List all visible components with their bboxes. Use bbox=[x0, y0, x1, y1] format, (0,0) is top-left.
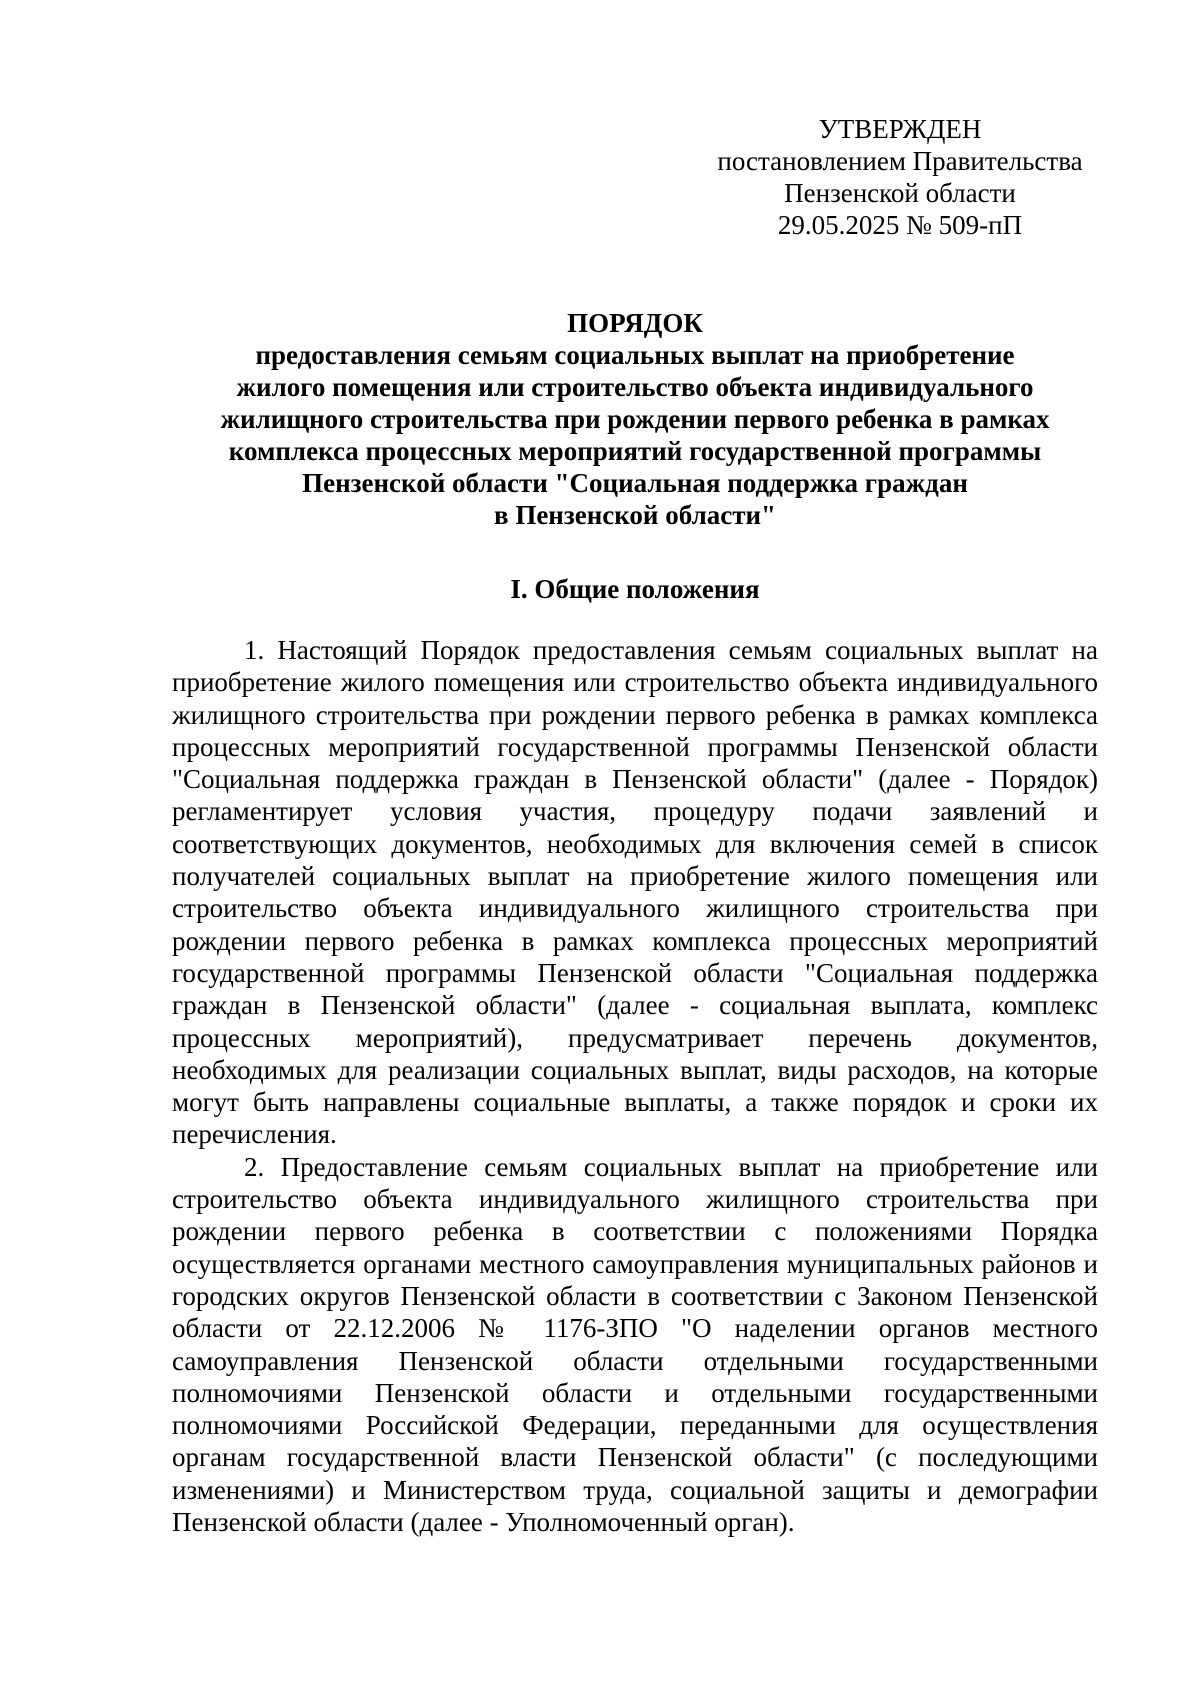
document-title bbox=[172, 307, 1098, 531]
title-line: в Пензенской области" bbox=[493, 500, 777, 530]
title-line: предоставления семьям социальных выплат на приобретение bbox=[255, 340, 1015, 370]
document-body bbox=[172, 634, 1098, 1538]
paragraph-2: 2. Предоставление семьям социальных выплат на приобретение или строительство объекта индивидуального жилищного строительства при рождении первого ребенка в соответствии с положениями Порядка осуществляется органами местного самоуправления муниципальных районов и городских округов Пензенской области в соответствии с Законом Пензенской области от 22.12.2006 № 1176-ЗПО "О наделении органов местного самоуправления Пензенской области отдельными государственными полномочиями Пензенской области и отдельными государственными полномочиями Российской Федерации, переданными для осуществления органам государственной власти Пензенской области" (с последующими изменениями) и Министерством труда, социальной защиты и демографии Пензенской области (далее - Уполномоченный орган). bbox=[172, 1151, 1098, 1538]
paragraph-1: 1. Настоящий Порядок предоставления семьям социальных выплат на приобретение жилого помещения или строительство объекта индивидуального жилищного строительства при рождении первого ребенка в рамках комплекса процессных мероприятий государственной программы Пензенской области "Социальная поддержка граждан в Пензенской области" (далее - Порядок) регламентирует условия участия, процедуру подачи заявлений и соответствующих документов, необходимых для включения семей в список получателей социальных выплат на приобретение жилого помещения или строительство объекта индивидуального жилищного строительства при рождении первого ребенка в рамках комплекса процессных мероприятий государственной программы Пензенской области "Социальная поддержка граждан в Пензенской области" (далее - социальная выплата, комплекс процессных мероприятий), предусматривает перечень документов, необходимых для реализации социальных выплат, виды расходов, на которые могут быть направлены социальные выплаты, а также порядок и сроки их перечисления. bbox=[172, 635, 1098, 1150]
approval-region: Пензенской области bbox=[784, 178, 1016, 208]
approval-date-number: 29.05.2025 № 509-пП bbox=[777, 210, 1023, 240]
title-heading: ПОРЯДОК bbox=[567, 308, 703, 338]
title-line: Пензенской области "Социальная поддержка граждан bbox=[302, 468, 968, 498]
approval-authority: постановлением Правительства bbox=[717, 146, 1083, 176]
approval-stamp bbox=[715, 113, 1085, 241]
title-line: жилищного строительства при рождении первого ребенка в рамках bbox=[220, 404, 1050, 434]
approval-status: УТВЕРЖДЕН bbox=[818, 114, 982, 144]
title-line: комплекса процессных мероприятий государственной программы bbox=[228, 436, 1042, 466]
section-heading: I. Общие положения bbox=[510, 574, 760, 604]
title-line: жилого помещения или строительство объекта индивидуального bbox=[236, 372, 1034, 402]
